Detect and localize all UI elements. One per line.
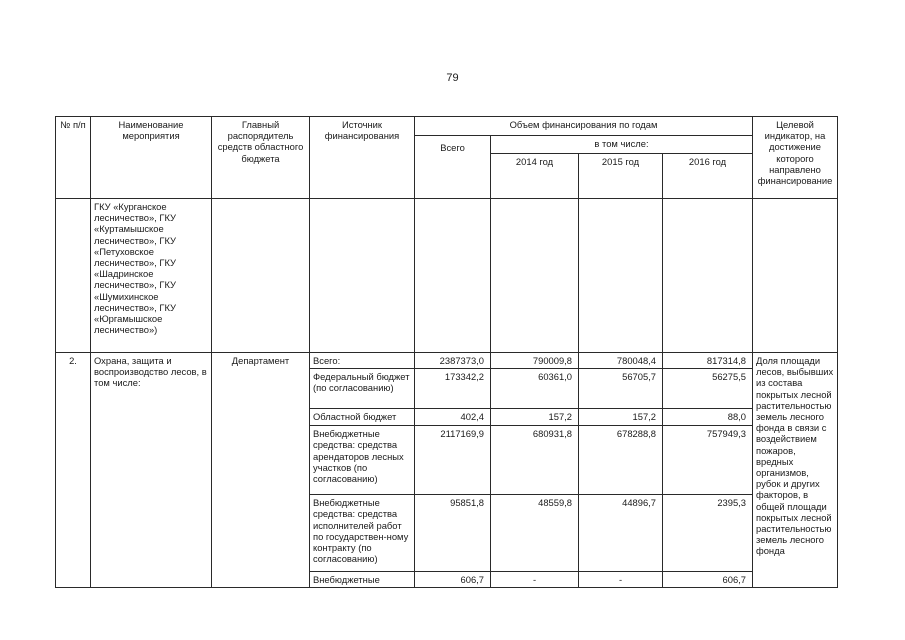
value-2015: 157,2: [579, 409, 663, 426]
value-2014: 48559,8: [491, 495, 579, 572]
item-indicator: Доля площади лесов, выбывших из состава покрытых лесной растительностью земель лесного фонда в связи с воздействием пожаров, вредных организмов, рубок и других факторов, в общей площади покрытых лесной растительностью земель лесного фонда: [753, 353, 838, 588]
source-total: Всего:: [310, 353, 415, 369]
header-year-2016: 2016 год: [663, 154, 753, 199]
value-2014: 790009,8: [491, 353, 579, 369]
header-manager: Главный распорядитель средств областного бюджета: [212, 117, 310, 199]
value-2015: 56705,7: [579, 369, 663, 409]
value-total: 173342,2: [415, 369, 491, 409]
value-total: 402,4: [415, 409, 491, 426]
header-year-2014: 2014 год: [491, 154, 579, 199]
header-name: Наименование мероприятия: [91, 117, 212, 199]
header-no: № п/п: [56, 117, 91, 199]
source-federal: Федеральный бюджет (по согласованию): [310, 369, 415, 409]
value-2015: -: [579, 572, 663, 588]
value-2014: 157,2: [491, 409, 579, 426]
source-extrabudget: Внебюджетные: [310, 572, 415, 588]
item-name: Охрана, защита и воспроизводство лесов, в том числе:: [91, 353, 212, 588]
source-contractors: Внебюджетные средства: средства исполнителей работ по государствен-ному контракту (по согласованию): [310, 495, 415, 572]
value-2016: 817314,8: [663, 353, 753, 369]
continuation-no: [56, 199, 91, 353]
header-indicator: Целевой индикатор, на достижение которого направлено финансирование: [753, 117, 838, 199]
continuation-name: ГКУ «Курганское лесничество», ГКУ «Куртамышское лесничество», ГКУ «Петуховское лесничество», ГКУ «Шадринское лесничество», ГКУ «Шумихинское лесничество», ГКУ «Юргамышское лесничество»): [91, 199, 212, 353]
item-manager: Департамент: [212, 353, 310, 588]
value-2016: 606,7: [663, 572, 753, 588]
value-2016: 2395,3: [663, 495, 753, 572]
value-2014: 60361,0: [491, 369, 579, 409]
value-2016: 56275,5: [663, 369, 753, 409]
value-2014: -: [491, 572, 579, 588]
value-total: 95851,8: [415, 495, 491, 572]
financing-table: [55, 116, 838, 588]
value-2016: 757949,3: [663, 426, 753, 495]
header-total: Всего: [415, 136, 491, 199]
item-no: 2.: [56, 353, 91, 588]
header-volume: Объем финансирования по годам: [415, 117, 753, 136]
value-2015: 780048,4: [579, 353, 663, 369]
value-2016: 88,0: [663, 409, 753, 426]
header-source: Источник финансирования: [310, 117, 415, 199]
source-tenants: Внебюджетные средства: средства арендаторов лесных участков (по согласованию): [310, 426, 415, 495]
value-2015: 678288,8: [579, 426, 663, 495]
value-total: 606,7: [415, 572, 491, 588]
value-2015: 44896,7: [579, 495, 663, 572]
header-including: в том числе:: [491, 136, 753, 154]
source-regional: Областной бюджет: [310, 409, 415, 426]
value-total: 2117169,9: [415, 426, 491, 495]
page-number: 79: [446, 72, 459, 84]
header-year-2015: 2015 год: [579, 154, 663, 199]
value-total: 2387373,0: [415, 353, 491, 369]
value-2014: 680931,8: [491, 426, 579, 495]
